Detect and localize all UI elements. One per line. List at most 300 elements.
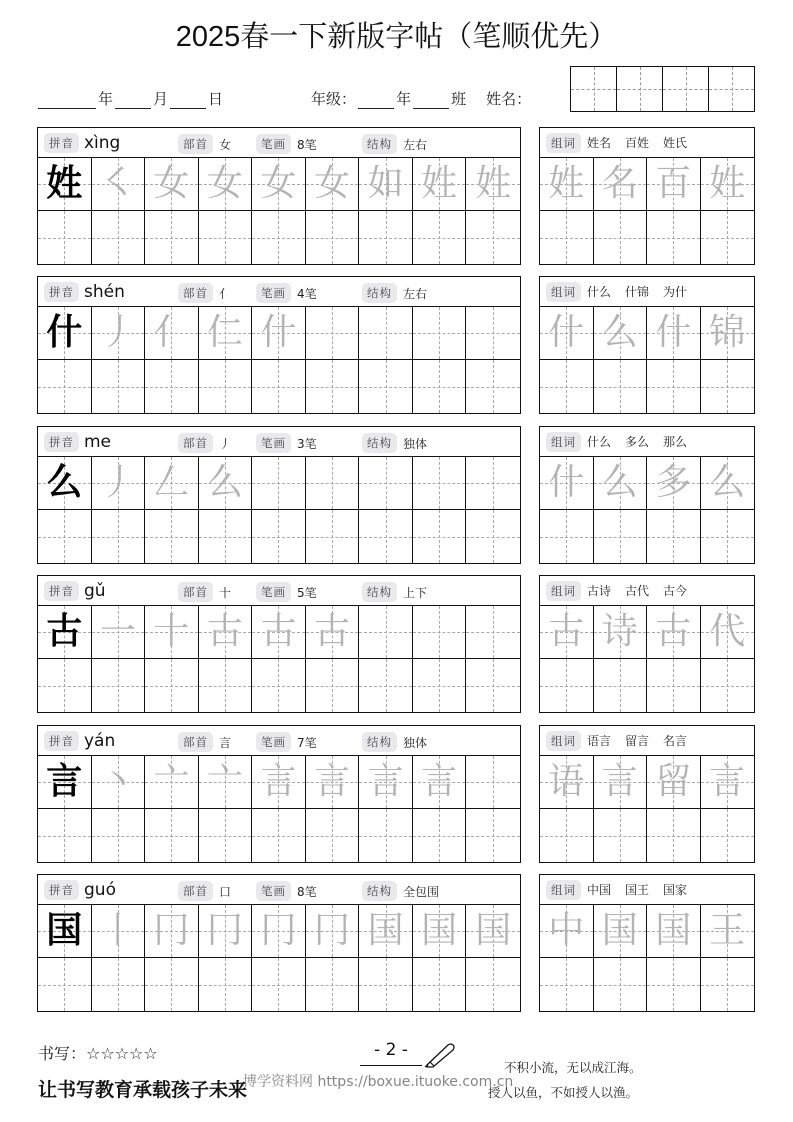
stroke-step-cell (466, 457, 520, 510)
word-trace-glyph: 言 (709, 761, 746, 802)
stroke-step-cell (359, 905, 413, 958)
practice-cell[interactable] (145, 809, 199, 862)
practice-cell[interactable] (413, 211, 467, 264)
stroke-step-cell (199, 756, 253, 809)
stroke-step-glyph: 女 (206, 163, 243, 204)
practice-cell[interactable] (647, 211, 701, 264)
word-2: 多么 (625, 435, 650, 449)
stroke-step-cell (199, 606, 253, 659)
word-trace-glyph: 名 (601, 163, 638, 204)
stroke-step-glyph: 古 (260, 611, 297, 652)
structure-tag: 结构 (362, 283, 397, 303)
model-character-cell (38, 158, 92, 211)
class-blank[interactable] (413, 93, 449, 109)
page-number: - 2 - (374, 1040, 408, 1060)
practice-cell[interactable] (359, 510, 413, 563)
word-trace-cell (701, 158, 755, 211)
word-trace-glyph: 百 (655, 163, 692, 204)
grade-year-label: 年 (396, 90, 412, 108)
word-trace-glyph: 语 (548, 761, 585, 802)
word-trace-cell (701, 307, 755, 360)
stroke-step-cell (359, 606, 413, 659)
practice-cell[interactable] (647, 958, 701, 1011)
pinyin-value: shén (84, 281, 125, 302)
word-3: 古今 (663, 584, 688, 598)
stroke-step-glyph: 么 (206, 462, 243, 503)
word-practice-block (539, 874, 755, 1012)
stroke-step-cell (413, 756, 467, 809)
practice-cell[interactable] (413, 360, 467, 413)
practice-cell[interactable] (252, 510, 306, 563)
grade-label: 年级： (311, 90, 357, 108)
practice-cell[interactable] (540, 360, 594, 413)
practice-cell[interactable] (199, 809, 253, 862)
month-blank[interactable] (115, 93, 151, 109)
practice-cell[interactable] (594, 360, 648, 413)
stroke-step-cell (252, 457, 306, 510)
practice-cell[interactable] (38, 958, 92, 1011)
stroke-step-glyph: 如 (367, 163, 404, 204)
structure-tag: 结构 (362, 732, 397, 752)
practice-cell[interactable] (413, 510, 467, 563)
structure-value: 独体 (403, 436, 428, 451)
practice-cell[interactable] (466, 958, 520, 1011)
word-1: 什么 (587, 285, 612, 299)
radical-tag: 部首 (178, 134, 213, 154)
stroke-step-cell (145, 756, 199, 809)
practice-cell[interactable] (92, 211, 146, 264)
word-trace-glyph: 多 (655, 462, 692, 503)
word-trace-cell (701, 756, 755, 809)
model-character: 么 (46, 462, 83, 503)
word-trace-cell (647, 606, 701, 659)
practice-cell[interactable] (594, 958, 648, 1011)
year-label: 年 (98, 90, 114, 108)
practice-cell[interactable] (594, 211, 648, 264)
word-1: 古诗 (587, 584, 612, 598)
practice-cell[interactable] (701, 360, 755, 413)
character-practice-block (37, 276, 521, 414)
name-cell[interactable] (617, 67, 663, 111)
stroke-step-glyph: 丶 (99, 761, 136, 802)
practice-cell[interactable] (38, 809, 92, 862)
stroke-step-cell (92, 457, 146, 510)
word-trace-cell (701, 606, 755, 659)
word-trace-glyph: 古 (655, 611, 692, 652)
practice-cell[interactable] (540, 809, 594, 862)
stroke-step-cell (413, 158, 467, 211)
stroke-step-cell (252, 158, 306, 211)
stroke-step-glyph: 冂 (314, 910, 351, 951)
radical-tag: 部首 (178, 582, 213, 602)
word-trace-cell (647, 158, 701, 211)
stroke-step-cell (359, 457, 413, 510)
strokes-tag: 笔画 (256, 433, 291, 453)
word-trace-glyph: 国 (655, 910, 692, 951)
stroke-step-glyph: 古 (206, 611, 243, 652)
stroke-step-glyph: 女 (314, 163, 351, 204)
practice-cell[interactable] (359, 809, 413, 862)
word-trace-cell (647, 756, 701, 809)
pinyin-tag: 拼音 (44, 133, 79, 153)
practice-cell[interactable] (540, 958, 594, 1011)
stroke-step-glyph: 丿 (99, 312, 136, 353)
word-3: 姓氏 (663, 136, 688, 150)
word-2: 百姓 (625, 136, 650, 150)
practice-cell[interactable] (38, 211, 92, 264)
words-tag: 组词 (546, 731, 581, 751)
stroke-step-glyph: 𠃋 (153, 462, 190, 503)
word-3: 那么 (663, 435, 688, 449)
radical-value: 女 (219, 137, 232, 152)
stroke-step-cell (306, 905, 360, 958)
practice-cell[interactable] (92, 958, 146, 1011)
practice-cell[interactable] (594, 659, 648, 712)
word-trace-cell (540, 756, 594, 809)
practice-cell[interactable] (92, 510, 146, 563)
practice-cell[interactable] (359, 659, 413, 712)
practice-cell[interactable] (466, 510, 520, 563)
character-practice-block (37, 426, 521, 564)
practice-cell[interactable] (594, 809, 648, 862)
practice-cell[interactable] (466, 659, 520, 712)
practice-cell[interactable] (413, 958, 467, 1011)
name-writing-box[interactable] (570, 66, 755, 112)
rating-label: 书写：☆☆☆☆☆ (38, 1044, 158, 1063)
practice-cell[interactable] (306, 211, 360, 264)
stroke-step-glyph: 姓 (421, 163, 458, 204)
word-trace-glyph: 古 (548, 611, 585, 652)
strokes-tag: 笔画 (256, 582, 291, 602)
stroke-step-cell (306, 307, 360, 360)
quote-1: 不积小流，无以成江海。 (504, 1060, 642, 1075)
word-practice-block (539, 725, 755, 863)
practice-cell[interactable] (199, 211, 253, 264)
practice-cell[interactable] (647, 510, 701, 563)
page-underline (360, 1065, 422, 1066)
word-practice-block (539, 575, 755, 713)
practice-cell[interactable] (252, 211, 306, 264)
strokes-value: 4笔 (297, 286, 317, 301)
stroke-step-cell (413, 457, 467, 510)
practice-cell[interactable] (540, 659, 594, 712)
word-2: 留言 (625, 734, 650, 748)
model-character-cell (38, 606, 92, 659)
stroke-step-cell (145, 905, 199, 958)
words-header (540, 875, 754, 905)
practice-cell[interactable] (92, 659, 146, 712)
practice-cell[interactable] (199, 510, 253, 563)
character-practice-block (37, 127, 521, 265)
word-trace-cell (594, 307, 648, 360)
pinyin-value: yán (84, 730, 116, 751)
stroke-step-cell (413, 307, 467, 360)
stroke-step-cell (413, 905, 467, 958)
practice-cell[interactable] (38, 360, 92, 413)
words-header (540, 128, 754, 158)
stroke-step-cell (145, 307, 199, 360)
word-practice-block (539, 127, 755, 265)
practice-cell[interactable] (252, 659, 306, 712)
stroke-step-cell (466, 158, 520, 211)
stroke-step-glyph: 古 (314, 611, 351, 652)
grade-blank[interactable] (358, 93, 394, 109)
word-trace-glyph: 代 (709, 611, 746, 652)
practice-cell[interactable] (145, 659, 199, 712)
radical-tag: 部首 (178, 433, 213, 453)
pinyin-tag: 拼音 (44, 581, 79, 601)
practice-cell[interactable] (540, 211, 594, 264)
word-trace-glyph: 什 (548, 462, 585, 503)
word-3: 国家 (663, 883, 688, 897)
word-3: 名言 (663, 734, 688, 748)
word-trace-glyph: 言 (601, 761, 638, 802)
stroke-step-cell (92, 905, 146, 958)
word-trace-cell (540, 905, 594, 958)
model-character-cell (38, 905, 92, 958)
structure-tag: 结构 (362, 881, 397, 901)
character-info-header (38, 726, 520, 756)
word-trace-glyph: 么 (601, 462, 638, 503)
model-character-cell (38, 307, 92, 360)
strokes-tag: 笔画 (256, 881, 291, 901)
word-trace-cell (701, 457, 755, 510)
strokes-value: 3笔 (297, 436, 317, 451)
character-practice-block (37, 575, 521, 713)
practice-cell[interactable] (306, 958, 360, 1011)
stroke-step-cell (252, 307, 306, 360)
watermark: 博学资料网 https://boxue.ituoke.com.cn (243, 1074, 514, 1090)
pinyin-tag: 拼音 (44, 432, 79, 452)
practice-cell[interactable] (359, 211, 413, 264)
character-info-header (38, 277, 520, 307)
stroke-step-cell (199, 457, 253, 510)
practice-cell[interactable] (92, 360, 146, 413)
model-character: 言 (46, 761, 83, 802)
practice-cell[interactable] (252, 809, 306, 862)
words-header (540, 576, 754, 606)
stroke-step-cell (252, 606, 306, 659)
word-1: 什么 (587, 435, 612, 449)
page-title: 2025春一下新版字帖（笔顺优先） (175, 21, 618, 53)
model-character-cell (38, 457, 92, 510)
practice-cell[interactable] (306, 510, 360, 563)
stroke-step-cell (306, 606, 360, 659)
practice-cell[interactable] (306, 360, 360, 413)
practice-cell[interactable] (252, 958, 306, 1011)
pinyin-value: xìng (84, 132, 121, 153)
stroke-step-cell (145, 457, 199, 510)
name-cell[interactable] (709, 67, 754, 111)
practice-cell[interactable] (92, 809, 146, 862)
words-header (540, 726, 754, 756)
practice-cell[interactable] (145, 958, 199, 1011)
practice-cell[interactable] (413, 809, 467, 862)
stroke-step-cell (466, 905, 520, 958)
stroke-step-glyph: 一 (99, 611, 136, 652)
word-trace-glyph: 么 (709, 462, 746, 503)
practice-cell[interactable] (38, 510, 92, 563)
word-trace-glyph: 留 (655, 761, 692, 802)
practice-cell[interactable] (38, 659, 92, 712)
stroke-step-cell (92, 756, 146, 809)
strokes-value: 8笔 (297, 137, 317, 152)
month-label: 月 (153, 90, 169, 108)
stroke-step-cell (359, 158, 413, 211)
word-trace-cell (594, 158, 648, 211)
practice-cell[interactable] (199, 659, 253, 712)
stroke-step-cell (252, 756, 306, 809)
words-tag: 组词 (546, 133, 581, 153)
day-blank[interactable] (170, 93, 206, 109)
practice-cell[interactable] (306, 809, 360, 862)
strokes-value: 7笔 (297, 735, 317, 750)
practice-cell[interactable] (359, 360, 413, 413)
stroke-step-cell (199, 158, 253, 211)
model-character: 什 (46, 312, 83, 353)
name-cell[interactable] (663, 67, 709, 111)
stroke-step-glyph: 言 (260, 761, 297, 802)
practice-cell[interactable] (145, 510, 199, 563)
practice-cell[interactable] (701, 510, 755, 563)
stroke-step-cell (466, 606, 520, 659)
strokes-tag: 笔画 (256, 134, 291, 154)
word-2: 古代 (625, 584, 650, 598)
stroke-step-glyph: 言 (314, 761, 351, 802)
practice-cell[interactable] (466, 211, 520, 264)
character-practice-block (37, 874, 521, 1012)
year-blank[interactable] (38, 93, 96, 109)
stroke-step-cell (92, 606, 146, 659)
structure-value: 左右 (403, 286, 428, 301)
radical-tag: 部首 (178, 881, 213, 901)
stroke-step-cell (92, 307, 146, 360)
words-tag: 组词 (546, 432, 581, 452)
word-trace-cell (647, 905, 701, 958)
word-2: 什锦 (625, 285, 650, 299)
stroke-step-cell (145, 158, 199, 211)
radical-value: 丿 (219, 436, 232, 451)
practice-cell[interactable] (701, 211, 755, 264)
structure-value: 独体 (403, 735, 428, 750)
strokes-value: 8笔 (297, 884, 317, 899)
stroke-step-cell (466, 307, 520, 360)
pinyin-value: me (84, 431, 112, 452)
practice-cell[interactable] (306, 659, 360, 712)
practice-cell[interactable] (701, 659, 755, 712)
name-label: 姓名： (486, 90, 532, 108)
word-trace-glyph: 国 (601, 910, 638, 951)
slogan: 让书写教育承载孩子未来 (38, 1079, 248, 1101)
practice-cell[interactable] (647, 809, 701, 862)
word-trace-cell (594, 606, 648, 659)
word-trace-cell (540, 606, 594, 659)
model-character: 古 (46, 611, 83, 652)
practice-cell[interactable] (413, 659, 467, 712)
word-trace-glyph: 什 (655, 312, 692, 353)
word-trace-glyph: 王 (709, 910, 746, 951)
stroke-step-glyph: 什 (260, 312, 297, 353)
stroke-step-cell (359, 307, 413, 360)
radical-value: 亻 (219, 286, 232, 301)
stroke-step-glyph: 仁 (206, 312, 243, 353)
stroke-step-glyph: 国 (421, 910, 458, 951)
info-line (38, 88, 533, 109)
structure-value: 全包围 (403, 884, 440, 899)
word-trace-glyph: 锦 (709, 312, 746, 353)
word-1: 中国 (587, 883, 612, 897)
stroke-step-cell (466, 756, 520, 809)
stroke-step-cell (306, 457, 360, 510)
stroke-step-glyph: 言 (421, 761, 458, 802)
pen-icon (424, 1042, 456, 1068)
practice-cell[interactable] (359, 958, 413, 1011)
stroke-step-glyph: 国 (475, 910, 512, 951)
practice-cell[interactable] (199, 360, 253, 413)
stroke-step-cell (199, 905, 253, 958)
radical-tag: 部首 (178, 732, 213, 752)
word-trace-glyph: 诗 (601, 611, 638, 652)
practice-cell[interactable] (540, 510, 594, 563)
practice-cell[interactable] (466, 360, 520, 413)
word-3: 为什 (663, 285, 688, 299)
day-label: 日 (208, 90, 224, 108)
stroke-step-glyph: 亠 (206, 761, 243, 802)
structure-value: 左右 (403, 137, 428, 152)
practice-cell[interactable] (701, 958, 755, 1011)
structure-tag: 结构 (362, 134, 397, 154)
pinyin-tag: 拼音 (44, 282, 79, 302)
strokes-tag: 笔画 (256, 732, 291, 752)
radical-value: 十 (219, 585, 232, 600)
practice-cell[interactable] (466, 809, 520, 862)
word-1: 语言 (587, 734, 612, 748)
stroke-step-cell (199, 307, 253, 360)
words-header (540, 277, 754, 307)
name-cell[interactable] (571, 67, 617, 111)
practice-cell[interactable] (145, 211, 199, 264)
stroke-step-cell (413, 606, 467, 659)
stroke-step-cell (252, 905, 306, 958)
stroke-step-glyph: 丿 (99, 462, 136, 503)
word-trace-glyph: 什 (548, 312, 585, 353)
words-tag: 组词 (546, 880, 581, 900)
practice-cell[interactable] (199, 958, 253, 1011)
stroke-step-glyph: 言 (367, 761, 404, 802)
practice-cell[interactable] (252, 360, 306, 413)
stroke-step-glyph: 冂 (260, 910, 297, 951)
practice-cell[interactable] (701, 809, 755, 862)
character-info-header (38, 128, 520, 158)
practice-cell[interactable] (145, 360, 199, 413)
practice-cell[interactable] (647, 360, 701, 413)
stroke-step-glyph: 亻 (153, 312, 190, 353)
practice-cell[interactable] (647, 659, 701, 712)
stroke-step-cell (92, 158, 146, 211)
stroke-step-glyph: 冂 (153, 910, 190, 951)
word-trace-cell (647, 307, 701, 360)
word-trace-cell (594, 457, 648, 510)
practice-cell[interactable] (594, 510, 648, 563)
stroke-step-glyph: ㇛ (99, 163, 136, 204)
stroke-step-glyph: 女 (260, 163, 297, 204)
word-trace-glyph: 姓 (548, 163, 585, 204)
word-trace-cell (647, 457, 701, 510)
word-trace-cell (540, 307, 594, 360)
words-tag: 组词 (546, 581, 581, 601)
structure-tag: 结构 (362, 433, 397, 453)
radical-value: 口 (219, 884, 232, 899)
